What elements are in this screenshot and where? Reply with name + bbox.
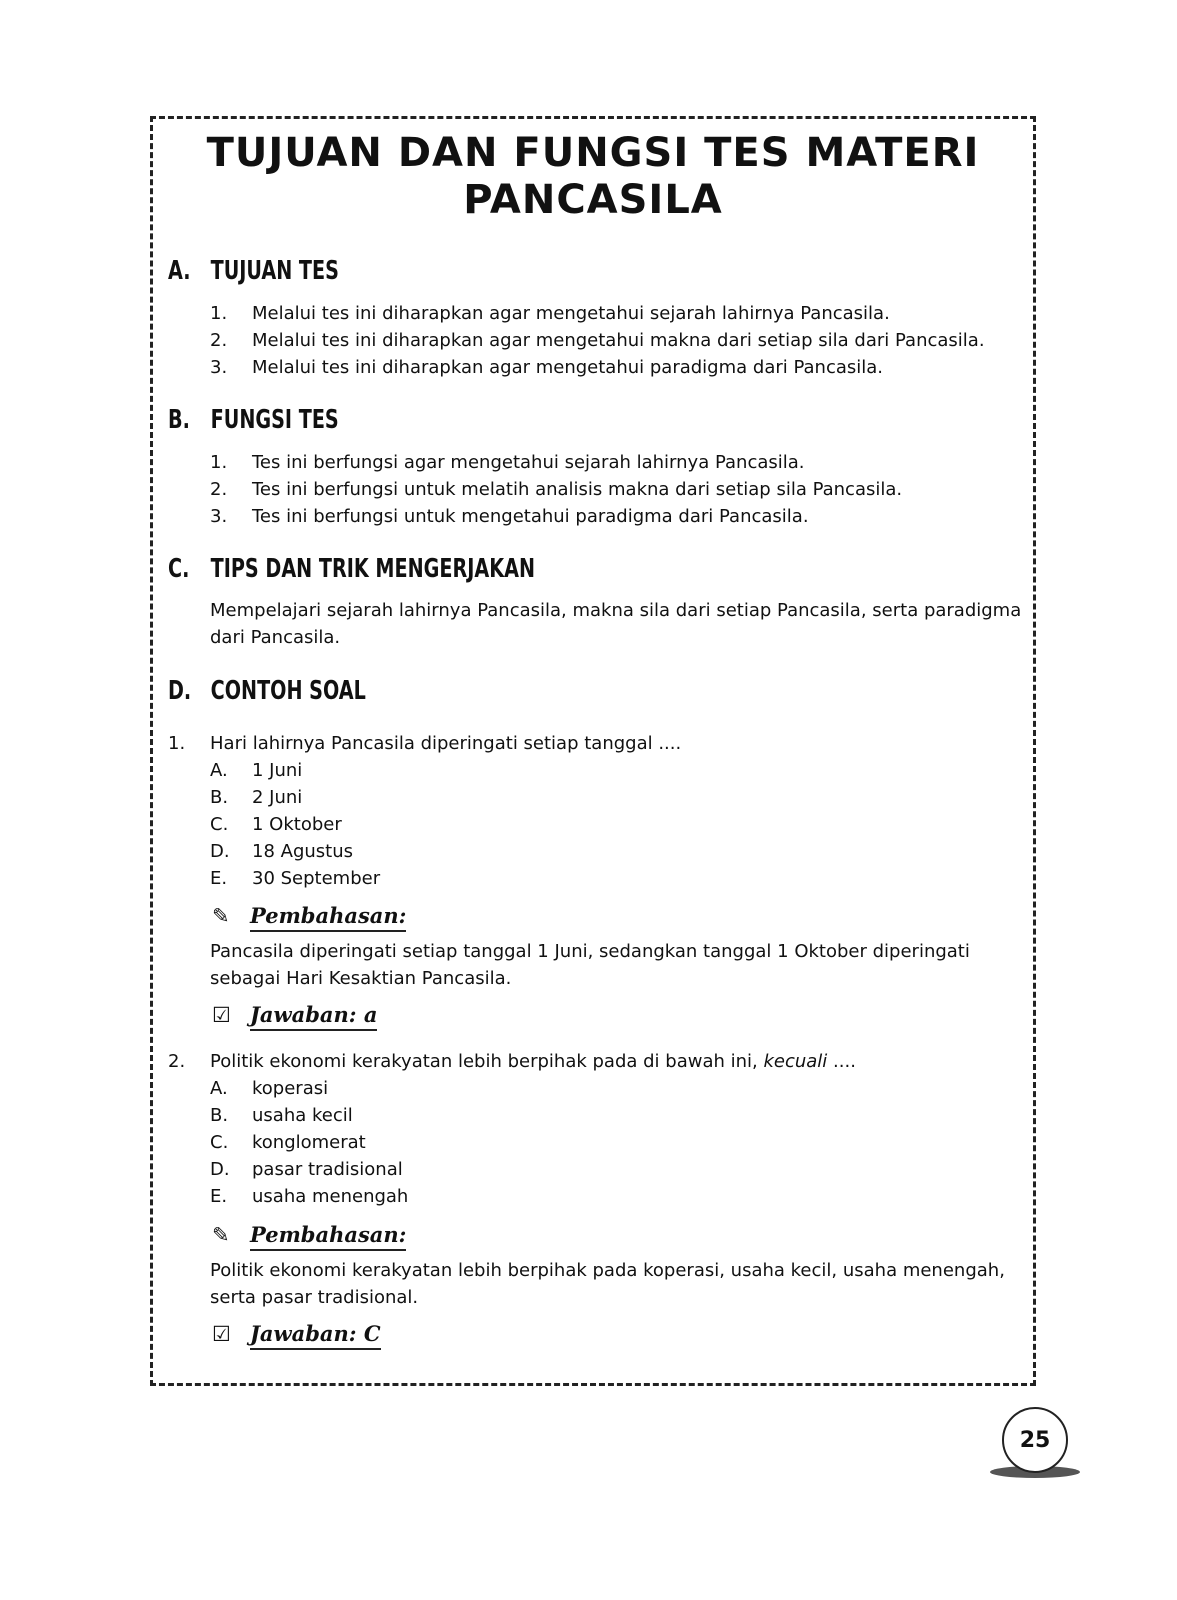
option-text: 1 Juni [252, 760, 303, 781]
section-a-letter: A. [168, 256, 191, 286]
question-number: 1. [168, 733, 186, 754]
section-b-letter: B. [168, 405, 190, 435]
pencil-icon: ✎ [212, 904, 230, 928]
question-text: Hari lahirnya Pancasila diperingati setiap tanggal .... [210, 733, 682, 754]
checkbox-icon: ☑ [212, 1322, 231, 1346]
option-text: 30 September [252, 868, 381, 889]
question-text: Politik ekonomi kerakyatan lebih berpihak pada di bawah ini, [210, 1051, 764, 1072]
option-letter: A. [210, 760, 228, 781]
jawaban-label: Jawaban: a [250, 1002, 377, 1031]
checkbox-icon: ☑ [212, 1003, 231, 1027]
option-text: koperasi [252, 1078, 329, 1099]
option-e [210, 865, 380, 892]
item-text: Melalui tes ini diharapkan agar mengetahui paradigma dari Pancasila. [252, 357, 884, 378]
item-text: Tes ini berfungsi agar mengetahui sejarah lahirnya Pancasila. [252, 452, 805, 473]
option-letter: B. [210, 1105, 229, 1126]
question-number: 2. [168, 1051, 186, 1072]
jawaban-line [212, 1000, 377, 1030]
question-2 [168, 1048, 856, 1075]
item-text: Melalui tes ini diharapkan agar mengetahui sejarah lahirnya Pancasila. [252, 303, 890, 324]
option-b [210, 784, 302, 811]
list-item [210, 503, 809, 530]
item-text: Melalui tes ini diharapkan agar mengetahui makna dari setiap sila dari Pancasila. [252, 330, 985, 351]
title-line-2: PANCASILA [463, 177, 723, 223]
option-letter: D. [210, 1159, 230, 1180]
section-b-title: FUNGSI TES [210, 405, 339, 435]
option-text: usaha kecil [252, 1105, 353, 1126]
jawaban-label: Jawaban: C [250, 1321, 381, 1350]
item-number: 1. [210, 452, 228, 473]
pembahasan-label: Pembahasan: [250, 1222, 406, 1251]
question-1 [168, 730, 681, 757]
option-text: 1 Oktober [252, 814, 342, 835]
option-d [210, 1156, 403, 1183]
pembahasan-text: Pancasila diperingati setiap tanggal 1 Juni, sedangkan tanggal 1 Oktober diperingati sebagai Hari Kesaktian Pancasila. [210, 941, 970, 989]
jawaban-line [212, 1319, 381, 1349]
section-d-letter: D. [168, 676, 192, 706]
option-text: usaha menengah [252, 1186, 409, 1207]
tips-paragraph: Mempelajari sejarah lahirnya Pancasila, makna sila dari setiap Pancasila, serta paradigma dari Pancasila. [210, 600, 1022, 648]
option-letter: E. [210, 1186, 228, 1207]
item-number: 3. [210, 357, 228, 378]
list-item [210, 449, 805, 476]
option-d [210, 838, 353, 865]
option-letter: B. [210, 787, 229, 808]
section-a-heading [168, 256, 339, 286]
pembahasan-label: Pembahasan: [250, 903, 406, 932]
list-item [210, 354, 883, 381]
option-letter: A. [210, 1078, 228, 1099]
pencil-icon: ✎ [212, 1223, 230, 1247]
option-b [210, 1102, 353, 1129]
section-b-heading [168, 405, 339, 435]
list-item [210, 300, 890, 327]
section-d-heading [168, 676, 366, 706]
option-c [210, 1129, 366, 1156]
item-number: 2. [210, 330, 228, 351]
option-text: pasar tradisional [252, 1159, 403, 1180]
item-number: 2. [210, 479, 228, 500]
item-text: Tes ini berfungsi untuk melatih analisis makna dari setiap sila Pancasila. [252, 479, 903, 500]
page-number: 25 [1002, 1407, 1068, 1473]
option-a [210, 757, 302, 784]
option-e [210, 1183, 408, 1210]
list-item [210, 476, 902, 503]
option-letter: C. [210, 814, 229, 835]
option-letter: E. [210, 868, 228, 889]
option-a [210, 1075, 328, 1102]
section-a-title: TUJUAN TES [210, 256, 339, 286]
pembahasan-text: Politik ekonomi kerakyatan lebih berpihak pada koperasi, usaha kecil, usaha menengah, serta pasar tradisional. [210, 1260, 1005, 1308]
item-number: 1. [210, 303, 228, 324]
option-letter: C. [210, 1132, 229, 1153]
section-d-title: CONTOH SOAL [210, 676, 366, 706]
option-text: 18 Agustus [252, 841, 353, 862]
item-number: 3. [210, 506, 228, 527]
title-line-1: TUJUAN DAN FUNGSI TES MATERI [206, 130, 980, 176]
pembahasan-heading [212, 901, 406, 931]
pembahasan-heading [212, 1220, 406, 1250]
page-title [150, 130, 1036, 224]
option-c [210, 811, 342, 838]
question-ellipsis: .... [827, 1051, 856, 1072]
option-text: konglomerat [252, 1132, 366, 1153]
section-c-letter: C. [168, 554, 190, 584]
list-item [210, 327, 985, 354]
option-text: 2 Juni [252, 787, 303, 808]
question-emphasis: kecuali [763, 1051, 828, 1072]
section-c-heading [168, 554, 535, 584]
section-c-title: TIPS DAN TRIK MENGERJAKAN [210, 554, 536, 584]
item-text: Tes ini berfungsi untuk mengetahui paradigma dari Pancasila. [252, 506, 809, 527]
option-letter: D. [210, 841, 230, 862]
